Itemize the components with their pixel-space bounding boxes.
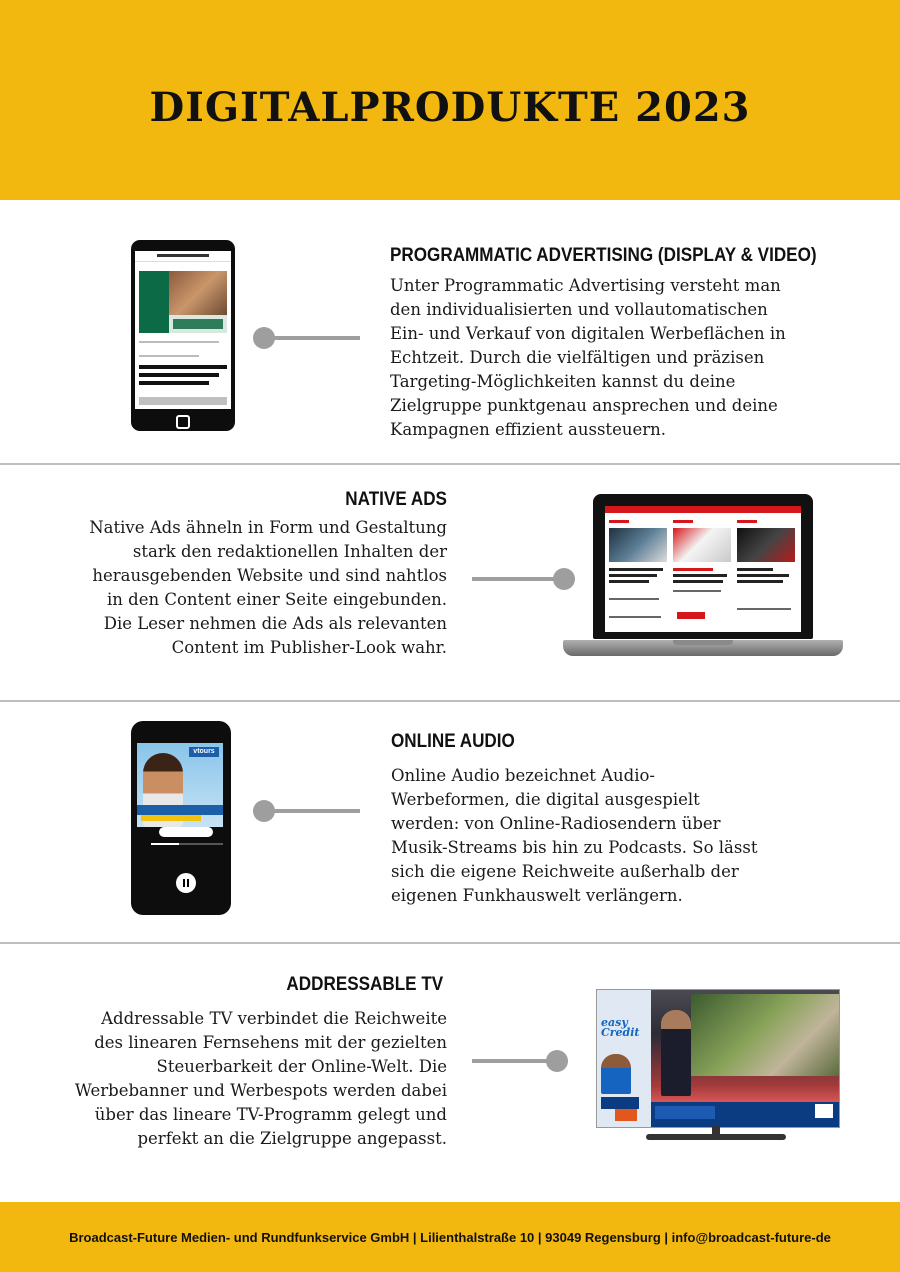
section-body-native-ads: Native Ads ähneln in Form und Gestaltung stark den redaktionellen Inhalten der herausgebenden Website und sind nahtlos in den Content einer Seite eingebunden. Die Leser nehmen die Ads als relevanten Content im Publisher-Look wahr. [89,518,447,657]
section-body-programmatic: Unter Programmatic Advertising versteht man den individualisierten und vollautomatischen Ein- und Verkauf von digitalen Werbeflächen in Echtzeit. Durch die vielfältigen und präzisen Targeting-Möglichkeiten kannst du deine Zielgruppe punktgenau ansprechen und deine Kampagnen effizient aussteuern. [390,276,786,439]
section-title-native-ads: NATIVE ADS [345,489,447,510]
connector-line [472,577,558,581]
section-title-online-audio: ONLINE AUDIO [391,731,515,752]
connector-line [270,809,360,813]
section-body-addressable-tv: Addressable TV verbindet die Reichweite des linearen Fernsehens mit der gezielten Steuerbarkeit der Online-Welt. Die Werbebanner und Werbespots werden dabei über das lineare TV-Programm gelegt und perfekt an die Zielgruppe angepasst. [74,1009,447,1148]
connector-dot [553,568,575,590]
section-title-programmatic: PROGRAMMATIC ADVERTISING (DISPLAY & VIDEO) [390,245,817,266]
section-divider [0,942,900,944]
section-divider [0,700,900,702]
connector-dot [546,1050,568,1072]
smartphone-audio-icon: vtours [131,721,231,915]
pause-icon [176,873,196,893]
page-title: DIGITALPRODUKTE 2023 [149,84,751,131]
smartphone-news-icon [131,240,235,431]
connector-line [270,336,360,340]
section-body-online-audio: Online Audio bezeichnet Audio- Werbeformen, die digital ausgespielt werden: von Online-Radiosendern über Musik-Streams bis hin zu Podcasts. So lässt sich die eigene Reichweite außerhalb der eigenen Funkhauswelt verlängern. [391,766,758,905]
footer-address: Broadcast-Future Medien- und Rundfunkservice GmbH | Lilienthalstraße 10 | 93049 Regensburg | info@broadcast-future-de [69,1230,831,1245]
header-banner [0,0,900,200]
section-divider [0,463,900,465]
section-title-addressable-tv: ADDRESSABLE TV [286,974,443,995]
footer-banner [0,1202,900,1272]
connector-line [472,1059,552,1063]
